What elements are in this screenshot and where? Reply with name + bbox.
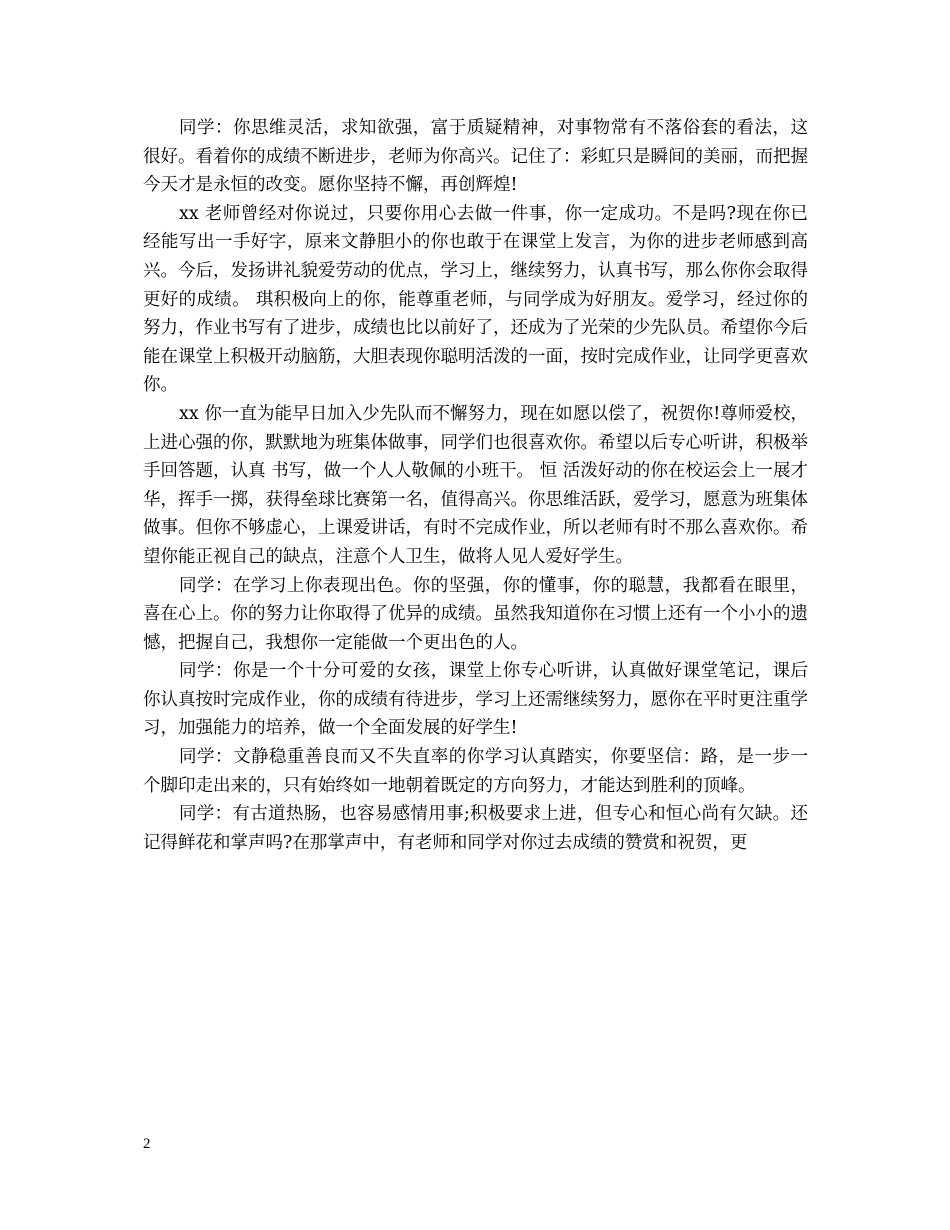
paragraph: 同学：在学习上你表现出色。你的坚强，你的懂事，你的聪慧，我都看在眼里，喜在心上。你的努力让你取得了优异的成绩。虽然我知道你在习惯上还有一个小小的遗憾，把握自己，我想你一定能做一个更出色的人。	[143, 575, 808, 653]
paragraph: xx 老师曾经对你说过，只要你用心去做一件事，你一定成功。不是吗?现在你已经能写出一手好字，原来文静胆小的你也敢于在课堂上发言，为你的进步老师感到高兴。今后，发扬讲礼貌爱劳动的优点，学习上，继续努力，认真书写，那么你你会取得更好的成绩。 琪积极向上的你，能尊重老师，与同学成为好朋友。爱学习，经过你的努力，作业书写有了进步，成绩也比以前好了，还成为了光荣的少先队员。希望你今后能在课堂上积极开动脑筋，大胆表现你聪明活泼的一面，按时完成作业，让同学更喜欢你。	[143, 203, 808, 396]
paragraph: 同学：你思维灵活，求知欲强，富于质疑精神，对事物常有不落俗套的看法，这很好。看着你的成绩不断进步，老师为你高兴。记住了：彩虹只是瞬间的美丽，而把握今天才是永恒的改变。愿你坚持不懈，再创辉煌!	[143, 118, 808, 196]
paragraph: xx 你一直为能早日加入少先队而不懈努力，现在如愿以偿了，祝贺你!尊师爱校，上进心强的你，默默地为班集体做事，同学们也很喜欢你。希望以后专心听讲，积极举手回答题，认真 书写，做一个人人敬佩的小班干。 恒 活泼好动的你在校运会上一展才华，挥手一掷，获得垒球比赛第一名，值得高兴。你思维活跃，爱学习，愿意为班集体做事。但你不够虚心，上课爱讲话，有时不完成作业，所以老师有时不那么喜欢你。希望你能正视自己的缺点，注意个人卫生，做将人见人爱好学生。	[143, 403, 808, 567]
paragraph: 同学：有古道热肠，也容易感情用事;积极要求上进，但专心和恒心尚有欠缺。还记得鲜花和掌声吗?在那掌声中，有老师和同学对你过去成绩的赞赏和祝贺，更	[143, 804, 808, 853]
document-body	[143, 114, 808, 857]
page-number: 2	[143, 1136, 151, 1152]
paragraph: 同学：文静稳重善良而又不失直率的你学习认真踏实，你要坚信：路，是一步一个脚印走出来的，只有始终如一地朝着既定的方向努力，才能达到胜利的顶峰。	[143, 747, 808, 796]
paragraph: 同学：你是一个十分可爱的女孩，课堂上你专心听讲，认真做好课堂笔记，课后你认真按时完成作业，你的成绩有待进步，学习上还需继续努力，愿你在平时更注重学习，加强能力的培养，做一个全面发展的好学生!	[143, 661, 808, 739]
